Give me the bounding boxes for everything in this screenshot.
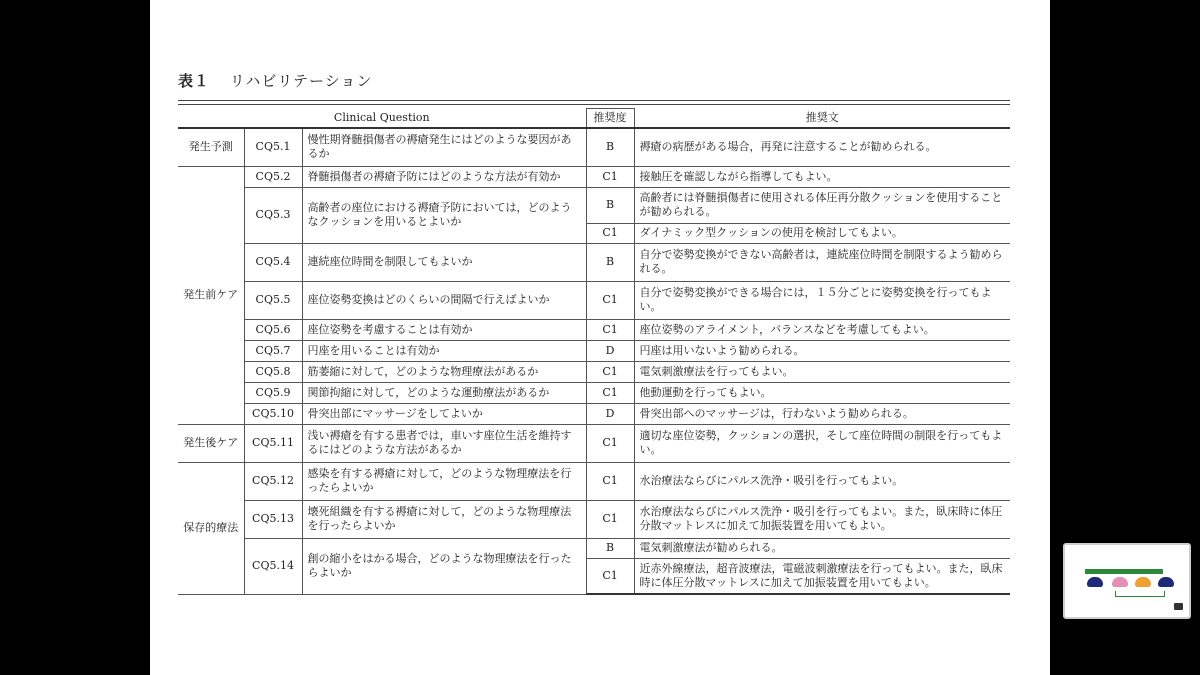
recommendation-cell: 骨突出部へのマッサージは，行わないよう勧められる。 <box>634 403 1010 424</box>
table-row <box>178 538 1010 558</box>
table-row <box>178 500 1010 538</box>
grade-cell: C1 <box>586 319 634 340</box>
table-row <box>178 166 1010 187</box>
table-row <box>178 281 1010 319</box>
cq-question: 座位姿勢を考慮することは有効か <box>302 319 586 340</box>
grade-cell: C1 <box>586 424 634 462</box>
cq-question: 筋萎縮に対して，どのような物理療法があるか <box>302 361 586 382</box>
cq-id: CQ5.7 <box>244 340 302 361</box>
category-cell: 発生予測 <box>178 128 244 166</box>
slide-shape <box>1135 577 1151 587</box>
table-header-row <box>178 109 1010 129</box>
table-title <box>178 70 372 91</box>
slide-shape <box>1112 577 1128 587</box>
grade-cell: B <box>586 243 634 281</box>
recommendation-cell: 電気刺激療法を行ってもよい。 <box>634 361 1010 382</box>
slide-bracket <box>1115 591 1165 597</box>
document-page <box>150 0 1050 675</box>
category-cell: 発生後ケア <box>178 424 244 462</box>
grade-cell: C1 <box>586 361 634 382</box>
grade-cell: D <box>586 403 634 424</box>
cq-id: CQ5.4 <box>244 243 302 281</box>
cq-question: 感染を有する褥瘡に対して，どのような物理療法を行ったらよいか <box>302 462 586 500</box>
cq-question: 浅い褥瘡を有する患者では，車いす座位生活を維持するにはどのような方法があるか <box>302 424 586 462</box>
grade-header: 推奨度 <box>586 109 634 129</box>
cq-id: CQ5.6 <box>244 319 302 340</box>
table-row <box>178 340 1010 361</box>
cq-question: 慢性期脊髄損傷者の褥瘡発生にはどのような要因があるか <box>302 128 586 166</box>
grade-cell: C1 <box>586 166 634 187</box>
recommendation-cell: 他動運動を行ってもよい。 <box>634 382 1010 403</box>
grade-cell: B <box>586 187 634 223</box>
category-cell: 発生前ケア <box>178 166 244 424</box>
slide-title-bar <box>1085 569 1163 574</box>
recommendation-cell: 電気刺激療法が勧められる。 <box>634 538 1010 558</box>
recommendation-cell: 座位姿勢のアライメント，バランスなどを考慮してもよい。 <box>634 319 1010 340</box>
cq-id: CQ5.10 <box>244 403 302 424</box>
recommendation-cell: 適切な座位姿勢，クッションの選択，そして座位時間の制限を行ってもよい。 <box>634 424 1010 462</box>
cq-id: CQ5.1 <box>244 128 302 166</box>
recommendation-cell: 高齢者には脊髄損傷者に使用される体圧再分散クッションを使用することが勧められる。 <box>634 187 1010 223</box>
grade-cell: C1 <box>586 223 634 243</box>
cq-id: CQ5.11 <box>244 424 302 462</box>
table-row <box>178 319 1010 340</box>
recommendation-cell: 水治療法ならびにパルス洗浄・吸引を行ってもよい。また，臥床時に体圧分散マットレスに加えて加振装置を用いてもよい。 <box>634 500 1010 538</box>
recommendation-cell: 自分で姿勢変換ができない高齢者は，連続座位時間を制限するよう勧められる。 <box>634 243 1010 281</box>
cq-question: 関節拘縮に対して，どのような運動療法があるか <box>302 382 586 403</box>
recommendation-cell: 近赤外線療法，超音波療法，電磁波刺激療法を行ってもよい。また，臥床時に体圧分散マットレスに加えて加振装置を用いてもよい。 <box>634 558 1010 594</box>
grade-cell: B <box>586 128 634 166</box>
table-row <box>178 361 1010 382</box>
video-thumbnail-pip[interactable] <box>1063 543 1191 619</box>
recommendation-cell: 円座は用いないよう勧められる。 <box>634 340 1010 361</box>
recommendation-cell: 水治療法ならびにパルス洗浄・吸引を行ってもよい。 <box>634 462 1010 500</box>
cq-id: CQ5.9 <box>244 382 302 403</box>
cq-id: CQ5.5 <box>244 281 302 319</box>
cq-question: 連続座位時間を制限してもよいか <box>302 243 586 281</box>
recommendation-cell: 自分で姿勢変換ができる場合には，１５分ごとに姿勢変換を行ってもよい。 <box>634 281 1010 319</box>
recommendation-cell: 褥瘡の病歴がある場合，再発に注意することが勧められる。 <box>634 128 1010 166</box>
cq-id: CQ5.3 <box>244 187 302 243</box>
table-row <box>178 243 1010 281</box>
cq-question: 脊髄損傷者の褥瘡予防にはどのような方法が有効か <box>302 166 586 187</box>
cq-id: CQ5.2 <box>244 166 302 187</box>
cq-question: 壊死組織を有する褥瘡に対して，どのような物理療法を行ったらよいか <box>302 500 586 538</box>
table-row <box>178 382 1010 403</box>
grade-cell: C1 <box>586 382 634 403</box>
clinical-question-header: Clinical Question <box>178 109 586 129</box>
table-row <box>178 424 1010 462</box>
cq-id: CQ5.13 <box>244 500 302 538</box>
grade-cell: C1 <box>586 462 634 500</box>
cq-question: 円座を用いることは有効か <box>302 340 586 361</box>
grade-cell: B <box>586 538 634 558</box>
table-row <box>178 462 1010 500</box>
grade-cell: C1 <box>586 500 634 538</box>
cq-question: 高齢者の座位における褥瘡予防においては，どのようなクッションを用いるとよいか <box>302 187 586 243</box>
slide-shape <box>1158 577 1174 587</box>
table-row <box>178 187 1010 223</box>
grade-cell: C1 <box>586 281 634 319</box>
table-row <box>178 128 1010 166</box>
header-double-rule <box>178 100 1010 105</box>
cq-id: CQ5.14 <box>244 538 302 594</box>
cq-id: CQ5.12 <box>244 462 302 500</box>
cq-question: 創の縮小をはかる場合，どのような物理療法を行ったらよいか <box>302 538 586 594</box>
cq-question: 座位姿勢変換はどのくらいの間隔で行えばよいか <box>302 281 586 319</box>
grade-cell: D <box>586 340 634 361</box>
recommendation-cell: ダイナミック型クッションの使用を検討してもよい。 <box>634 223 1010 243</box>
grade-cell: C1 <box>586 558 634 594</box>
table-row <box>178 403 1010 424</box>
rehabilitation-table <box>178 108 1010 595</box>
slide-shape <box>1087 577 1103 587</box>
category-cell: 保存的療法 <box>178 462 244 594</box>
table-number: 表１ <box>178 72 211 90</box>
recommendation-cell: 接触圧を確認しながら指導してもよい。 <box>634 166 1010 187</box>
recommendation-header: 推奨文 <box>634 109 1010 129</box>
camera-icon[interactable] <box>1174 603 1183 610</box>
cq-question: 骨突出部にマッサージをしてよいか <box>302 403 586 424</box>
table-title-text: リハビリテーション <box>229 72 373 90</box>
cq-id: CQ5.8 <box>244 361 302 382</box>
